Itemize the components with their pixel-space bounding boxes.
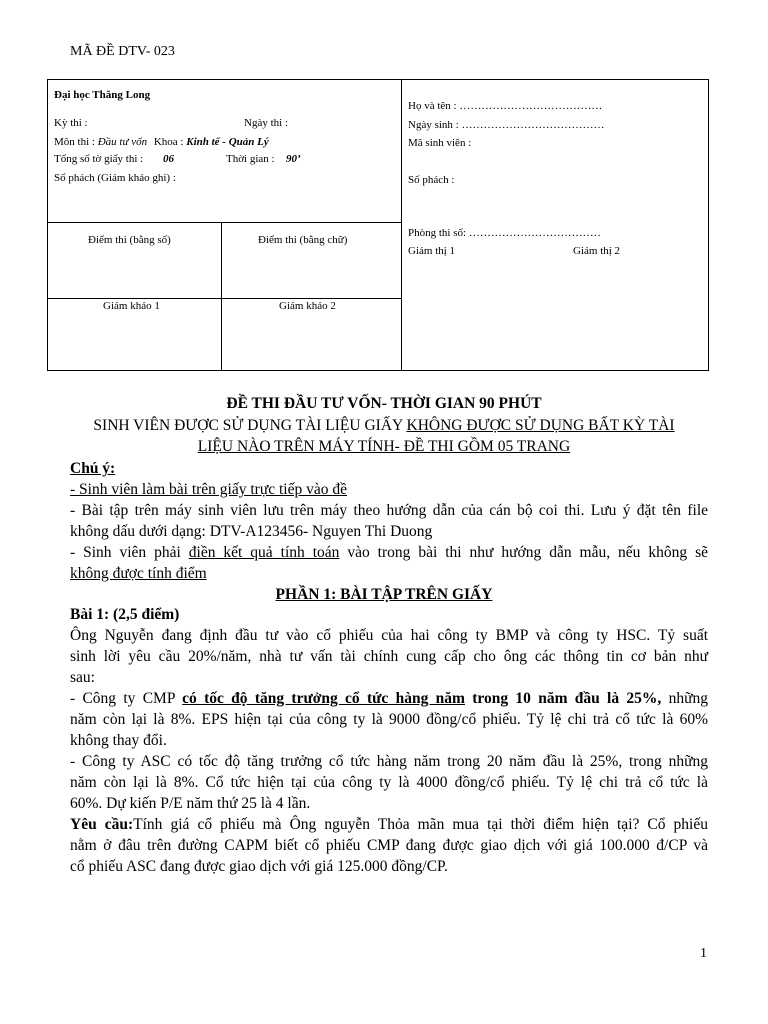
q1-cmp-part-a: - Công ty CMP [70,690,183,707]
subject-value: Đầu tư vốn [97,136,148,148]
date-label: Ngày thi : [244,117,288,129]
note-3-part-b: điền kết quả tính toán [188,544,340,561]
serial-field: Số phách : [408,174,455,186]
sheets-label: Tổng số tờ giấy thi : [54,153,144,165]
examiner1-label: Giám khảo 1 [103,300,160,312]
note-2-line2: không dấu dưới dạng: DTV-A123456- Nguyen Thi Duong [70,523,433,540]
subject-label: Môn thi : [54,136,95,148]
exam-subtitle-line2: LIỆU NÀO TRÊN MÁY TÍNH- ĐỀ THI GỒM 05 TRANG [197,438,571,455]
q1-cmp-line1 [70,690,708,708]
header-divider-h1 [48,222,401,223]
header-divider-h2 [48,298,401,299]
exam-label: Kỳ thi : [54,117,88,129]
note-2-line1: - Bài tập trên máy sinh viên lưu trên máy theo hướng dẫn của cán bộ coi thi. Lưu ý đặt tên file [70,502,708,519]
note-1: - Sinh viên làm bài trên giấy trực tiếp vào đề [70,481,347,498]
score-divider-vertical [221,222,222,370]
q1-asc-line1: - Công ty ASC có tốc độ tăng trưởng cổ tức hàng năm trong 20 năm đầu là 25%, trong những [70,753,708,770]
score-words-label: Điểm thi (bằng chữ) [258,234,348,246]
university-name: Đại học Thăng Long [54,89,151,101]
faculty-value: Kinh tế - Quản Lý [186,136,269,148]
time-value: 90’ [286,153,301,165]
dob-field: Ngày sinh : ………………………………… [408,119,605,131]
subtitle-part-a: SINH VIÊN ĐƯỢC SỬ DỤNG TÀI LIỆU GIẤY [93,417,407,434]
q1-cmp-line2: năm còn lại là 8%. EPS hiện tại của công ty là 9000 đồng/cổ phiếu. Tỷ lệ chi trả cổ tức là 60% [70,711,708,728]
exam-code: MÃ ĐỀ DTV- 023 [70,44,175,59]
note-3-part-a: - Sinh viên phải [70,544,189,561]
q1-requirement-label: Yêu cầu: [70,816,134,833]
subtitle-part-b: KHÔNG ĐƯỢC SỬ DỤNG BẤT KỲ TÀI [406,417,675,434]
time-label: Thời gian : [226,153,275,165]
q1-cmp-line3: không thay đổi. [70,732,167,749]
q1-requirement-line1 [70,816,708,834]
proctor1-label: Giám thị 1 [408,245,456,257]
q1-intro-line3: sau: [70,669,95,686]
q1-intro-line1: Ông Nguyễn đang định đầu tư vào cổ phiếu của hai công ty BMP và công ty HSC. Tỷ suất [70,627,708,644]
student-name-field: Họ và tên : ………………………………… [408,100,603,112]
serial-examiner-label: Số phách (Giám khảo ghi) : [54,172,176,184]
exam-header-box [47,79,709,371]
q1-cmp-part-c: trong 10 năm đầu là 25%, [464,690,662,707]
page-number: 1 [700,946,707,961]
note-3-line1 [70,544,708,562]
question1-heading: Bài 1: (2,5 điểm) [70,606,180,623]
exam-title: ĐỀ THI ĐẦU TƯ VỐN- THỜI GIAN 90 PHÚT [226,395,542,412]
note-3-part-c: vào trong bài thi như hướng dẫn mẫu, nếu không sẽ [339,544,708,561]
q1-asc-line3: 60%. Dự kiến P/E năm thứ 25 là 4 lần. [70,795,311,812]
q1-asc-line2: năm còn lại là 8%. Cổ tức hiện tại của công ty là 4000 đồng/cổ phiếu. Tỷ lệ chi trả cổ tức là [70,774,708,791]
q1-cmp-part-d: những [661,690,708,707]
sheets-value: 06 [163,153,174,165]
q1-requirement-line3: cổ phiếu ASC đang được giao dịch với giá 125.000 đồng/CP. [70,858,448,875]
part1-heading: PHẦN 1: BÀI TẬP TRÊN GIẤY [275,586,493,603]
faculty-label: Khoa : [153,136,184,148]
score-number-label: Điểm thi (bằng số) [88,234,171,246]
proctor2-label: Giám thị 2 [573,245,621,257]
note-3-line2: không được tính điểm [70,565,207,582]
exam-subtitle-line1 [0,417,768,435]
examiner2-label: Giám khảo 2 [279,300,336,312]
note-heading: Chú ý: [70,460,116,477]
q1-requirement-text: Tính giá cổ phiếu mà Ông nguyễn Thỏa mãn mua tại thời điểm hiện tại? Cổ phiếu [133,816,708,833]
q1-intro-line2: sinh lời yêu cầu 20%/năm, nhà tư vấn tài chính cung cấp cho ông các thông tin cơ bản như [70,648,708,665]
student-id-field: Mã sinh viên : [408,137,472,149]
room-field: Phòng thi số: ……………………………… [408,227,601,239]
header-divider-vertical [401,80,402,370]
subject-row [54,136,269,148]
q1-cmp-part-b: có tốc độ tăng trưởng cổ tức hàng năm [182,690,465,707]
q1-requirement-line2: nằm ở đâu trên đường CAPM biết cổ phiếu CMP đang được giao dịch với giá 100.000 đ/CP và [70,837,708,854]
